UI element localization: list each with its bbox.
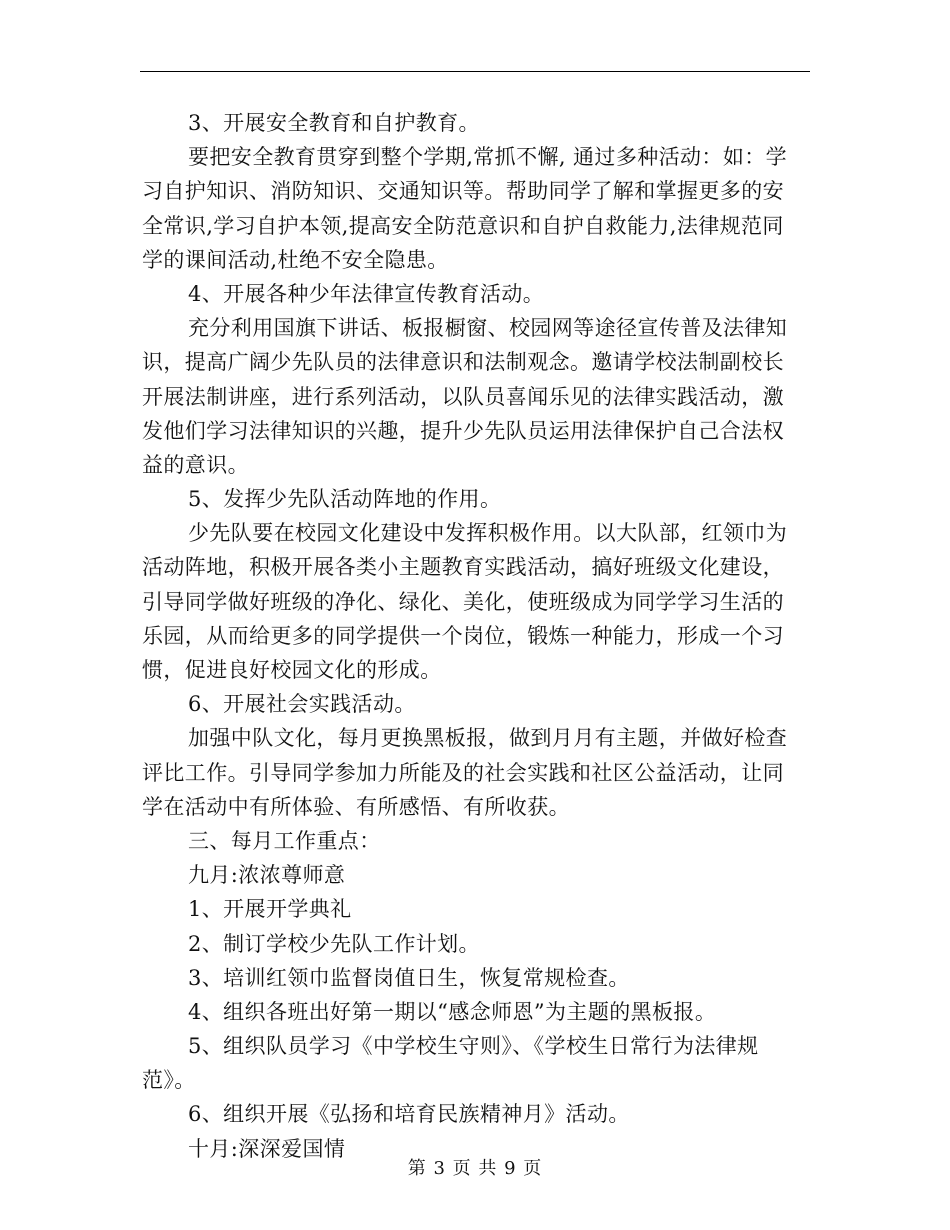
text-line: 1、开展开学典礼 [188, 897, 352, 922]
text-line: 开展法制讲座，进行系列活动，以队员喜闻乐见的法律实践活动，激 [142, 384, 784, 409]
text-line: 5、组织队员学习《中学校生守则》、《学校生日常行为法律规 [188, 1034, 759, 1059]
text-line: 4、开展各种少年法律宣传教育活动。 [188, 281, 545, 306]
text-line: 4、组织各班出好第一期以“感念师恩”为主题的黑板报。 [188, 999, 717, 1024]
text-line: 2、制订学校少先队工作计划。 [188, 931, 480, 956]
text-line: 充分利用国旗下讲话、板报橱窗、校园网等途径宣传普及法律知 [188, 316, 788, 341]
text-line: 评比工作。引导同学参加力所能及的社会实践和社区公益活动，让同 [142, 760, 784, 785]
text-line: 范》。 [142, 1068, 196, 1093]
text-line: 学的课间活动,杜绝不安全隐患。 [142, 247, 449, 272]
text-line: 3、培训红领巾监督岗值日生，恢复常规检查。 [188, 965, 630, 990]
text-line: 十月:深深爱国情 [188, 1136, 346, 1161]
text-line: 3、开展安全教育和自护教育。 [188, 111, 480, 135]
text-line: 少先队要在校园文化建设中发挥积极作用。以大队部，红领巾为 [188, 521, 788, 546]
header-rule [140, 71, 810, 72]
text-line: 习自护知识、消防知识、交通知识等。帮助同学了解和掌握更多的安 [142, 179, 784, 204]
text-line: 加强中队文化，每月更换黑板报，做到月月有主题，并做好检查 [188, 726, 788, 751]
text-line: 乐园，从而给更多的同学提供一个岗位，锻炼一种能力，形成一个习 [142, 623, 784, 648]
text-line: 6、开展社会实践活动。 [188, 692, 416, 717]
document-body [142, 106, 810, 1166]
text-line: 要把安全教育贯穿到整个学期,常抓不懈, 通过多种活动：如：学 [188, 145, 788, 170]
text-line: 三、每月工作重点： [188, 828, 381, 853]
text-line: 九月:浓浓尊师意 [188, 863, 346, 888]
text-line: 益的意识。 [142, 452, 249, 477]
text-line: 识，提高广阔少先队员的法律意识和法制观念。邀请学校法制副校长 [142, 350, 784, 375]
text-line: 发他们学习法律知识的兴趣，提升少先队员运用法律保护自己合法权 [142, 418, 784, 443]
text-line: 全常识,学习自护本领,提高安全防范意识和自护自救能力,法律规范同 [142, 213, 784, 238]
text-line: 引导同学做好班级的净化、绿化、美化，使班级成为同学学习生活的 [142, 589, 784, 614]
text-line: 学在活动中有所体验、有所感悟、有所收获。 [142, 794, 570, 819]
text-line: 6、组织开展《弘扬和培育民族精神月》活动。 [188, 1102, 630, 1127]
text-line: 惯，促进良好校园文化的形成。 [142, 658, 442, 682]
page-footer: 第 3 页 共 9 页 [407, 1158, 543, 1179]
text-line: 5、发挥少先队活动阵地的作用。 [188, 487, 502, 512]
text-line: 活动阵地，积极开展各类小主题教育实践活动，搞好班级文化建设， [142, 555, 784, 580]
